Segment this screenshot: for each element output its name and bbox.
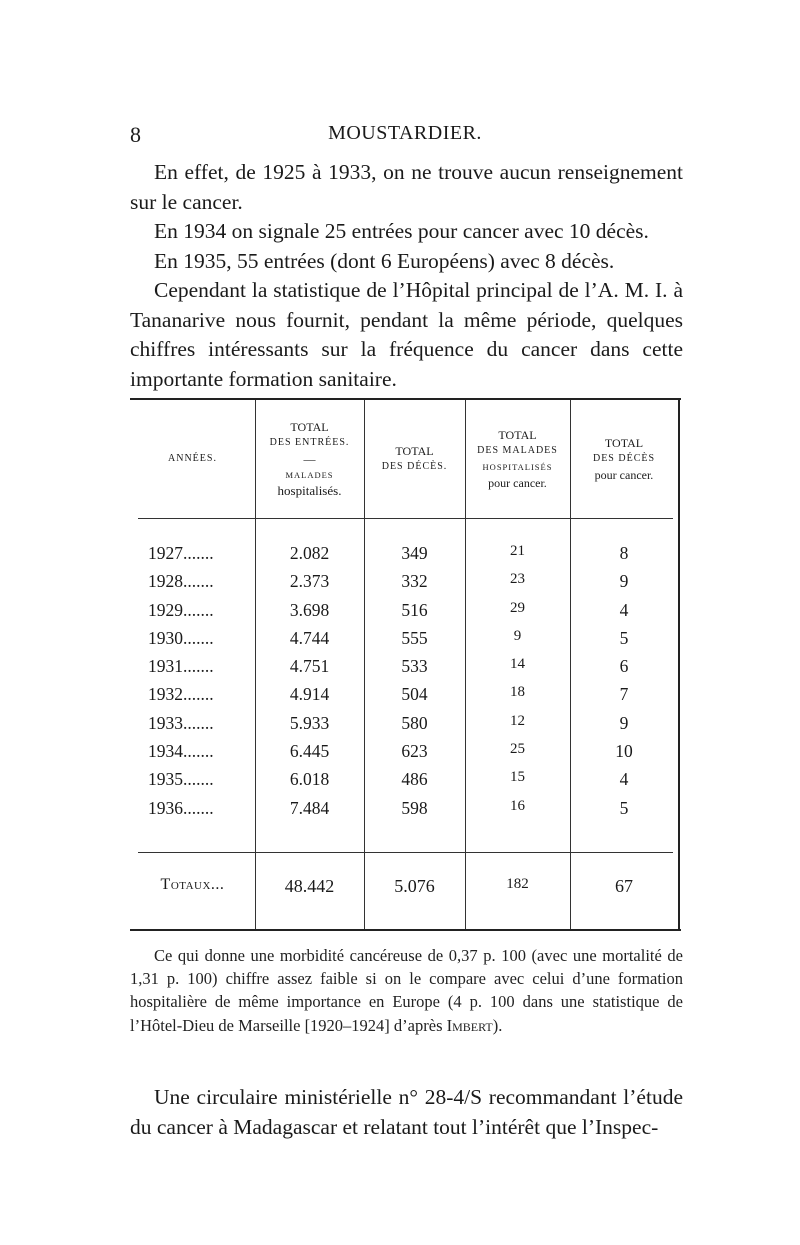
cell-deces: 516 [401, 599, 428, 620]
cell-deces: 623 [401, 741, 428, 762]
statistics-table [130, 398, 681, 931]
cell-entrees: 4.744 [289, 627, 330, 648]
header-deces-cancer-line2: DES DÉCÈS [592, 453, 656, 464]
page-number: 8 [130, 122, 141, 147]
cell-malades-cancer: 29 [510, 599, 525, 616]
note-text: Ce qui donne une morbidité cancéreuse de 0,37 p. 100 (avec une mortalité de 1,31 p. 100) chiffre assez faible si on le compare avec celui d’une formation hospitalière de même importance en Europe (4 p. 100 dans une statistique de l’Hôtel-Dieu de Marseille [1920–1924] d’après [130, 946, 683, 1035]
header-entrees-line1: TOTAL [290, 420, 329, 434]
cell-entrees: 2.373 [289, 571, 330, 592]
totals-rule [138, 852, 673, 853]
totals-row [130, 876, 678, 906]
cell-deces-cancer: 5 [619, 627, 629, 648]
cell-year: 1933....... [148, 712, 214, 733]
cell-entrees: 4.751 [289, 656, 330, 677]
table-row [130, 600, 678, 628]
cell-year: 1927....... [148, 543, 214, 563]
cell-deces: 580 [401, 712, 428, 733]
cell-deces: 504 [401, 684, 428, 705]
total-deces-cancer: 67 [615, 876, 633, 896]
table-row [130, 543, 678, 571]
cell-year: 1934....... [148, 741, 214, 762]
cell-deces-cancer: 9 [619, 712, 629, 733]
header-malades-line3: HOSPITALISÉS [482, 462, 553, 472]
table-row [130, 741, 678, 769]
cell-year: 1935....... [148, 769, 214, 790]
cell-entrees: 2.082 [289, 543, 330, 563]
header-total-malades-cancer [465, 400, 570, 518]
table-row [130, 713, 678, 741]
cell-malades-cancer: 18 [510, 684, 525, 701]
totals-label: Totaux... [160, 876, 225, 893]
header-entrees-line3: MALADES [285, 470, 334, 480]
header-total-entrees [255, 400, 364, 518]
table-row [130, 684, 678, 712]
header-annees [130, 400, 255, 518]
cell-deces-cancer: 8 [619, 543, 629, 563]
header-total-deces [364, 400, 465, 518]
cell-deces-cancer: 10 [615, 741, 633, 762]
cell-deces-cancer: 9 [619, 571, 629, 592]
cell-malades-cancer: 12 [510, 712, 525, 729]
cell-deces-cancer: 7 [619, 684, 629, 705]
cell-malades-cancer: 21 [510, 543, 525, 559]
table-note [130, 944, 683, 1037]
cell-entrees: 6.018 [289, 769, 330, 790]
intro-paragraph-2: En 1934 on signale 25 entrées pour cancer avec 10 décès. [154, 219, 649, 243]
cell-entrees: 5.933 [289, 712, 330, 733]
cell-entrees: 4.914 [289, 684, 330, 705]
intro-paragraph-4: Cependant la statistique de l’Hôpital principal de l’A. M. I. à Tananarive nous fournit, pendant la même période, quelques chiffres intéressants sur la fréquence du cancer dans cette importante formation sanitaire. [130, 278, 683, 391]
cell-year: 1931....... [148, 656, 214, 677]
total-malades-cancer: 182 [506, 876, 529, 892]
header-malades-line2: DES MALADES [477, 445, 558, 456]
note-text-end: ). [492, 1015, 503, 1035]
table-row [130, 628, 678, 656]
header-total-deces-cancer [570, 400, 678, 518]
cell-malades-cancer: 15 [510, 769, 525, 786]
cell-deces: 486 [401, 769, 428, 790]
header-deces-line1: TOTAL [395, 444, 434, 458]
header-entrees-dash: — [303, 452, 316, 466]
cell-year: 1936....... [148, 797, 214, 818]
intro-text [130, 158, 683, 394]
cell-malades-cancer: 14 [510, 656, 525, 673]
header-deces-cancer-line1: TOTAL [604, 436, 644, 450]
cell-year: 1929....... [148, 599, 214, 620]
table-right-border [678, 400, 680, 929]
total-entrees: 48.442 [284, 876, 335, 896]
cell-malades-cancer: 23 [510, 571, 525, 588]
cell-entrees: 3.698 [289, 599, 330, 620]
intro-paragraph-1: En effet, de 1925 à 1933, on ne trouve aucun renseignement sur le cancer. [130, 160, 683, 214]
cell-deces-cancer: 5 [619, 797, 629, 818]
cell-deces-cancer: 6 [619, 656, 629, 677]
table-row [130, 798, 678, 826]
page-header [130, 122, 680, 152]
header-malades-line4: pour cancer. [488, 476, 547, 490]
cell-deces: 533 [401, 656, 428, 677]
header-rule [138, 518, 673, 519]
header-deces-line2: DES DÉCÈS. [381, 461, 448, 472]
cell-malades-cancer: 16 [510, 797, 525, 814]
cell-year: 1932....... [148, 684, 214, 705]
cell-deces: 555 [401, 627, 428, 648]
cell-year: 1930....... [148, 627, 214, 648]
header-malades-line1: TOTAL [498, 428, 537, 442]
cell-deces-cancer: 4 [619, 599, 629, 620]
table-row [130, 571, 678, 599]
cell-deces: 332 [401, 571, 428, 592]
table-body [130, 543, 678, 826]
cell-entrees: 7.484 [289, 797, 330, 818]
header-annees-label: ANNÉES. [168, 453, 217, 464]
closing-paragraph: Une circulaire ministérielle n° 28-4/S recommandant l’étude du cancer à Madagascar et relatant tout l’intérêt que l’Inspec- [130, 1085, 683, 1139]
table-row [130, 769, 678, 797]
running-title: MOUSTARDIER. [328, 122, 482, 144]
note-author: Imbert [446, 1015, 493, 1035]
header-entrees-line2: DES ENTRÉES. [269, 437, 350, 448]
total-deces: 5.076 [394, 876, 435, 896]
table-row [130, 656, 678, 684]
cell-deces: 598 [401, 797, 428, 818]
header-entrees-line4: hospitalisés. [277, 483, 342, 498]
intro-paragraph-3: En 1935, 55 entrées (dont 6 Européens) avec 8 décès. [154, 248, 615, 273]
cell-malades-cancer: 9 [513, 627, 522, 644]
cell-deces-cancer: 4 [619, 769, 629, 790]
cell-year: 1928....... [148, 571, 214, 592]
cell-malades-cancer: 25 [510, 741, 525, 758]
cell-entrees: 6.445 [289, 741, 330, 762]
cell-deces: 349 [401, 543, 428, 563]
header-deces-cancer-line3: pour cancer. [594, 468, 654, 482]
